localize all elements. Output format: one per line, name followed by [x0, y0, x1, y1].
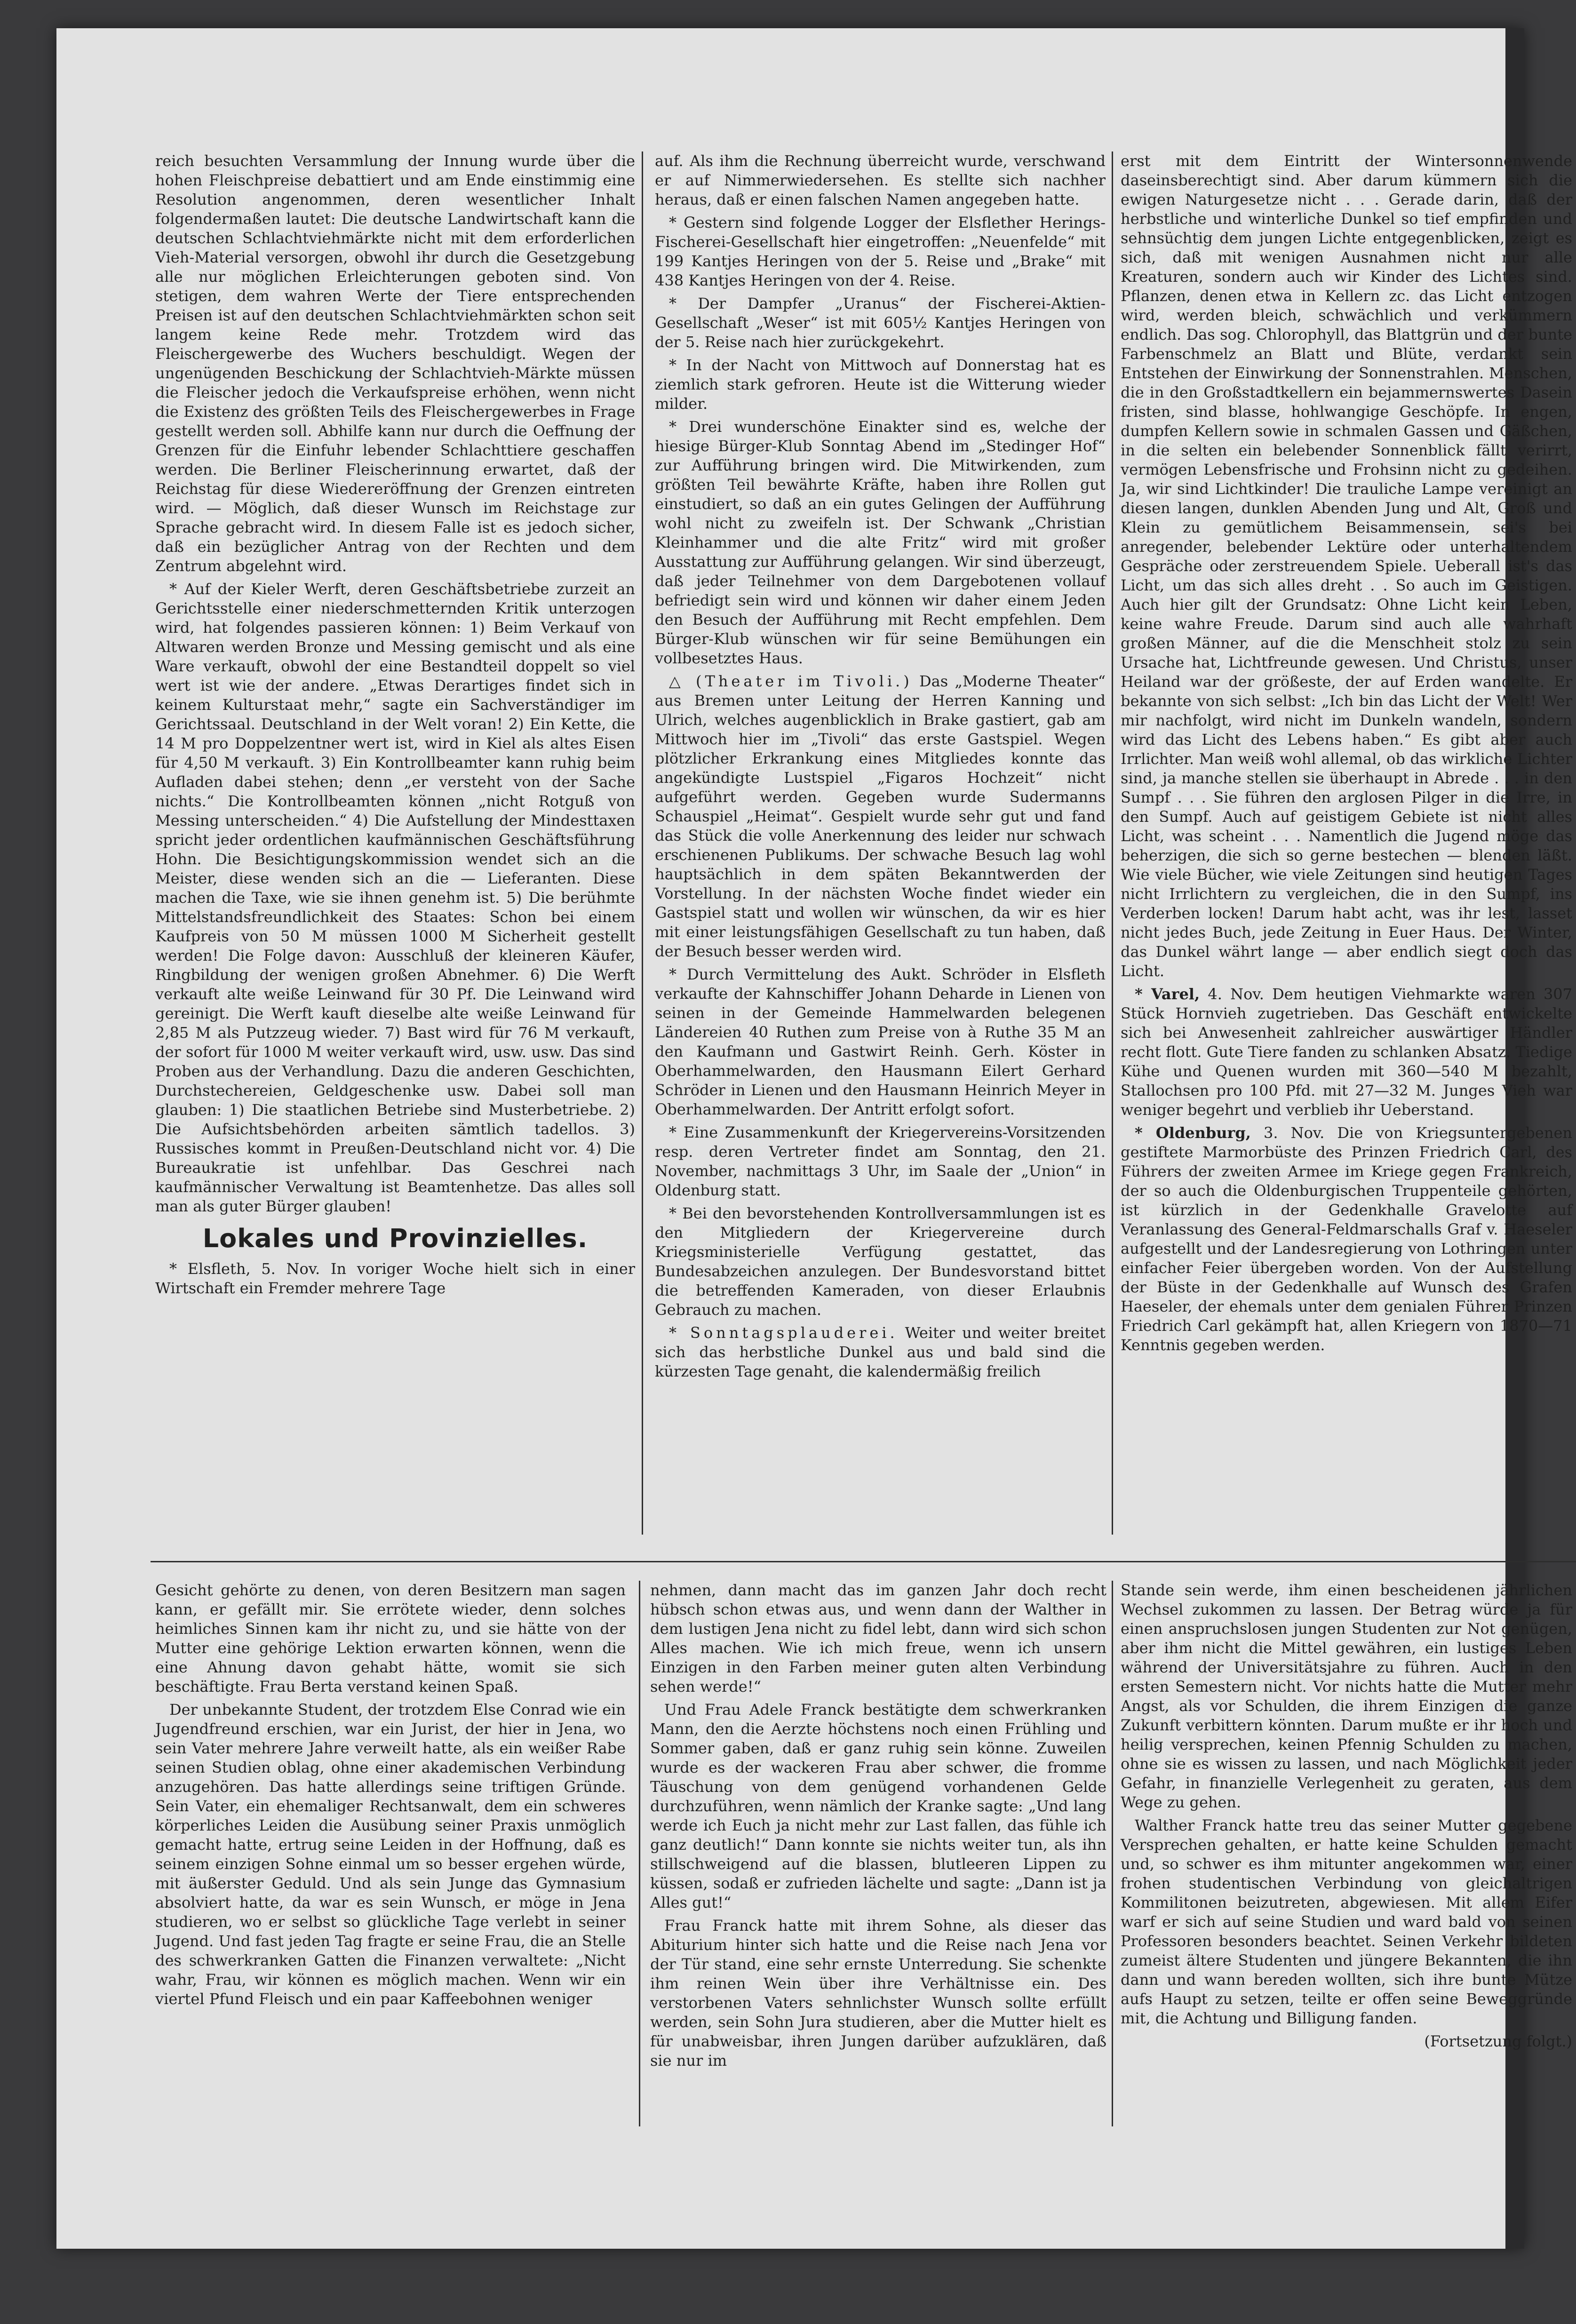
story-paragraph: nehmen, dann macht das im ganzen Jahr doch recht hübsch schon etwas aus, und wenn dann der Walther in dem lustigen Jena nicht zu fidel lebt, dann wird sich schon Alles machen. Wie ich mich freue, wenn ich unsern Einzigen in den Farben meiner guten alten Verbindung sehen werde!“	[650, 1581, 1106, 1695]
story-paragraph: Stande sein werde, ihm einen bescheidenen jährlichen Wechsel zukommen zu lassen. Der Betrag würde ja für einen anspruchslosen jungen Studenten zur Not genügen, aber ihm nicht die Mittel gewähren, ein lustiges Leben während der Universitätsjahre zu führen. Auch in den ersten Semestern nicht. Vor nichts hatte die Mutter mehr Angst, als vor Schulden, die ihrem Einzigen die ganze Zukunft verbittern könnten. Darum mußte er ihr hoch und heilig versprechen, keinen Pfennig Schulden zu machen, ohne sie es wissen zu lassen, und nach Möglichkeit jeder Gefahr, in finanzielle Verlegenheit zu geraten, aus dem Wege zu gehen.	[1121, 1581, 1572, 1811]
section-divider	[151, 1561, 1576, 1562]
story-paragraph: Walther Franck hatte treu das seiner Mutter gegebene Versprechen gehalten, er hatte keine Schulden gemacht und, so schwer es ihm mitunter angekommen war, einer frohen studentischen Verbindung von gleichaltrigen Kommilitonen beizutreten, abgewiesen. Mit allem Eifer warf er sich auf seine Studien und ward bald von seinen Professoren besonders beachtet. Seinen Verkehr bildeten zumeist ältere Studenten und jüngere Bekannten, die ihn dann und wann bereden wollten, sich ihre bunte Mütze aufs Haupt zu setzen, teilte er offen seine Beweggründe mit, die Achtung und Billigung fanden.	[1121, 1816, 1572, 2027]
story-paragraph: Der unbekannte Student, der trotzdem Else Conrad wie ein Jugendfreund erschien, war ein Jurist, der hier in Jena, wo sein Vater mehrere Jahre verweilt hatte, als ein weißer Rabe seinen Studien oblag, ohne einer akademischen Verbindung anzugehören. Das hatte allerdings seine triftigen Gründe. Sein Vater, ein ehemaliger Rechtsanwalt, dem ein schweres körperliches Leiden die Ausübung seiner Praxis unmöglich gemacht hatte, ertrug seine Leiden in der Hoffnung, daß es seinem einzigen Sohne einmal um so besser ergehen würde, mit äußerster Geduld. Und als sein Junge das Gymnasium absolviert hatte, da war es sein Wunsch, er möge in Jena studieren, wo er selbst so glückliche Tage verlebt in seiner Jugend. Und fast jeden Tag fragte er seine Frau, die an Stelle des schwerkranken Gatten die Finanzen verwaltete: „Nicht wahr, Frau, wir können es möglich machen. Wenn wir ein viertel Pfund Fleisch und ein paar Kaffeebohnen weniger	[155, 1701, 626, 2008]
article-body-oldenburg: 3. Nov. Die von Kriegsuntergebenen gestiftete Marmorbüste des Prinzen Friedrich Carl, des Führers der zweiten Armee im Kriege gegen Frankreich, der so auch die Oldenburgischen Truppenteile gehörten, ist kürzlich in der Gedenkhalle Gravelotte auf Veranlassung des General-Feldmarschalls Graf v. Haeseler aufgestellt und der Landesregierung von Lothringen unter einfacher Feier übergeben worden. Von der Aufstellung der Büste in der Gedenkhalle auf Wunsch des Grafen Haeseler, der ehemals unter dem genialen Führer Prinzen Friedrich Carl gekämpft hat, allen Kriegern von 1870—71 Kenntnis gegeben werden.	[1121, 1124, 1573, 1354]
article-steamer-uranus: * Der Dampfer „Uranus“ der Fischerei-Aktien-Gesellschaft „Weser“ ist mit 605½ Kantjes Heringen von der 5. Reise nach hier zurückgekehrt.	[655, 294, 1106, 351]
article-buerger-klub: * Drei wunderschöne Einakter sind es, welche der hiesige Bürger-Klub Sonntag Abend im „Stedinger Hof“ zur Aufführung bringen wird. Die Mitwirkenden, zum größten Teil bewährte Kräfte, haben ihre Rollen gut einstudiert, so daß an ein gutes Gelingen der Aufführung wohl nicht zu zweifeln ist. Der Schwank „Christian Kleinhammer und die alte Fritz“ wird mit großer Ausstattung zur Aufführung gelangen. Wir sind überzeugt, daß jeder Teilnehmer von dem Dargebotenen vollauf befriedigt sein wird und können wir daher einem Jeden den Besuch der Aufführung mit Recht empfehlen. Dem Bürger-Klub wünschen wir für seine Bemühungen ein vollbesetztes Haus.	[655, 418, 1106, 667]
newspaper-page	[56, 28, 1573, 2249]
article-sunday-chat-continued: erst mit dem Eintritt der Wintersonnenwende daseinsberechtigt sind. Aber darum kümmern sich die ewigen Naturgesetze nicht . . . Gerade darin, daß der herbstliche und winterliche Dunkel so tief empfinden und sehnsüchtig dem jungen Lichte entgegenblicken, zeigt es sich, daß mit wenigen Ausnahmen nicht nur alle Kreaturen, sondern auch wir Kinder des Lichtes sind. Pflanzen, denen etwa in Kellern zc. das Licht entzogen wird, werden bleich, schwächlich und verkümmern endlich. Das sog. Chlorophyll, das Blattgrün und der bunte Farbenschmelz an Blatt und Blüte, verdankt sein Entstehen der Einwirkung der Sonnenstrahlen. Menschen, die in den Großstadtkellern ein bejammernswertes Dasein fristen, sind blasse, hohlwangige Geschöpfe. In engen, dumpfen Kellern sowie in schmalen Gassen und Gäßchen, in die selten ein belebender Sonnenblick fällt verirrt, vermögen Lebensfrische und Frohsinn nicht zu gedeihen. Ja, wir sind Lichtkinder! Die trauliche Lampe vereinigt an diesen langen, dunklen Abenden Jung und Alt, Groß und Klein zu gemütlichem Beisammensein, sei's bei anregender, belebender Lektüre oder unterhaltendem Gespräche oder zerstreuendem Spiele. Ueberall ist's das Licht, um das sich alles dreht . . So auch im Geistigen. Auch hier gilt der Grundsatz: Ohne Licht kein Leben, keine wahre Freude. Darum sind auch alle wahrhaft großen Männer, auf die die Menschheit stolz zu sein Ursache hat, Lichtfreunde gewesen. Und Christus, unser Heiland war der größeste, der auf Erden wandelte. Er bekannte von sich selbst: „Ich bin das Licht der Welt! Wer mir nachfolgt, wird nicht im Dunkeln wandeln, sondern wird das Licht des Lebens haben.“ Es gibt aber auch Irrlichter. Man weiß wohl allemal, ob das wirkliche Lichter sind, ja manche stellen sie überhaupt in Abrede . . . in den Sumpf . . . Sie führen den arglosen Pilger in die Irre, in den Sumpf. Auch auf geistigem Gebiete ist nicht alles Licht, was scheint . . . Namentlich die Jugend möge das beherzigen, die sich so gerne bestechen — blenden läßt. Wie viele Bücher, wie viele Zeitungen sind heutigen Tages nicht Irrlichtern zu vergleichen, die in den Sumpf, ins Verderben locken! Darum habt acht, was ihr lest, lasset nicht jedes Buch, jede Zeitung in Euer Haus. Der Winter, das Dunkel währt lange — aber endlich siegt doch das Licht.	[1121, 152, 1572, 980]
article-sunday-chat	[655, 1323, 1106, 1381]
article-control-assemblies: * Bei den bevorstehenden Kontrollversammlungen ist es den Mitgliedern der Kriegervereine durch Kriegsministerielle Verfügung gestattet, das Bundesabzeichen anzulegen. Der Bundesvorstand bittet die betreffenden Kameraden, von dieser Erlaubnis Gebrauch zu machen.	[655, 1204, 1106, 1319]
column-rule	[642, 151, 643, 1535]
article-oldenburg-bust	[1121, 1123, 1572, 1355]
feuilleton-column-3	[1121, 1581, 1572, 2324]
to-be-continued: (Fortsetzung folgt.)	[1424, 2032, 1572, 2050]
column-rule	[1112, 151, 1113, 1535]
article-veterans-meeting: * Eine Zusammenkunft der Kriegervereins-Vorsitzenden resp. deren Vertreter findet am Sonntag, den 21. November, nachmittags 3 Uhr, im Saale der „Union“ in Oldenburg statt.	[655, 1123, 1106, 1199]
top-column-1	[155, 151, 635, 1544]
article-land-sale: * Durch Vermittelung des Aukt. Schröder in Elsfleth verkaufte der Kahnschiffer Johann Deharde in Lienen von seinen in der Gemeinde Hammelwarden belegenen Ländereien 40 Ruthen zum Preise von à Ruthe 35 M an den Kaufmann und Gastwirt Reinh. Gerh. Köster in Oberhammelwarden, den Hausmann Eilert Gerhard Schröder in Lienen und den Hausmann Heinrich Meyer in Oberhammelwarden. Der Antritt erfolgt sofort.	[655, 965, 1106, 1118]
column-rule	[639, 1581, 640, 2126]
story-paragraph: Und Frau Adele Franck bestätigte dem schwerkranken Mann, den die Aerzte höchstens noch einen Frühling und Sommer gaben, daß er ganz ruhig sein könne. Zuweilen wurde es der wackeren Frau aber schwer, die fromme Täuschung von dem genügend vorhandenen Gelde durchzuführen, wenn nämlich der Kranke sagte: „Und lang werde ich Euch ja nicht mehr zur Last fallen, das fühle ich ganz deutlich!“ Dann konnte sie nichts weiter tun, als ihn stillschweigend auf die blassen, blutleeren Lippen zu küssen, sodaß er zufrieden lächelte und sagte: „Dann ist ja Alles gut!“	[650, 1701, 1106, 1911]
feuilleton-column-1	[155, 1581, 626, 2324]
article-lead-sunday-chat: * Sonntagsplauderei.	[669, 1324, 898, 1342]
story-paragraph: Frau Franck hatte mit ihrem Sohne, als dieser das Abiturium hinter sich hatte und die Reise nach Jena vor der Tür stand, eine sehr ernste Unterredung. Sie schenkte ihm reinen Wein über ihre Verhältnisse ein. Des verstorbenen Vaters sehnlichster Wunsch sollte erfüllt werden, sein Sohn Jura studieren, aber die Mutter hielt es für unabweisbar, ihren Jungen darüber aufzuklären, daß sie nur im	[650, 1917, 1106, 2069]
top-column-2	[655, 151, 1106, 1544]
article-frost: * In der Nacht von Mittwoch auf Donnerstag hat es ziemlich stark gefroren. Heute ist die Witterung wieder milder.	[655, 356, 1106, 413]
article-varel-market	[1121, 985, 1572, 1120]
article-meat-prices: reich besuchten Versammlung der Innung wurde über die hohen Fleischpreise debattiert und am Ende einstimmig eine Resolution angenommen, deren wesentlicher Inhalt folgendermaßen lautet: Die deutsche Landwirtschaft kann die deutschen Schlachtviehmärkte nicht mit dem erforderlichen Vieh-Material versorgen, obwohl ihr durch die Gesetzgebung alle nur möglichen Erleichterungen geboten sind. Von stetigen, dem wahren Werte der Tiere entsprechenden Preisen ist auf den deutschen Schlachtviehmärkten schon seit langem keine Rede mehr. Trotzdem wird das Fleischergewerbe des Wuchers beschuldigt. Wegen der ungenügenden Beschickung der Schlachtvieh-Märkte müssen die Fleischer jedoch die Verkaufspreise erhöhen, wenn nicht die Existenz des größten Teils des Fleischergewerbes in Frage gestellt werden soll. Abhilfe kann nur durch die Oeffnung der Grenzen für die Einfuhr lebender Schlachttiere geschaffen werden. Die Berliner Fleischerinnung erwartet, daß der Reichstag für diese Wiedereröffnung der Grenzen eintreten wird. — Möglich, daß dieser Wunsch im Reichstage zur Sprache gebracht wird. In diesem Falle ist es jedoch sicher, daß ein bezüglicher Antrag von der Rechten und dem Zentrum abgelehnt wird.	[155, 152, 635, 575]
column-rule	[1112, 1581, 1113, 2126]
article-elsfleth-continued: auf. Als ihm die Rechnung überreicht wurde, verschwand er auf Nimmerwiedersehen. Es stellte sich nachher heraus, daß er einen falschen Namen angegeben hatte.	[655, 152, 1106, 208]
article-lead-oldenburg: * Oldenburg,	[1135, 1124, 1251, 1142]
article-lead-theater: △ (Theater im Tivoli.)	[669, 672, 913, 690]
article-body-sunday-chat: Weiter und weiter breitet sich das herbstliche Dunkel aus und bald sind die kürzesten Tage genaht, die kalendermäßig freilich	[655, 1324, 1106, 1380]
article-elsfleth-stranger: * Elsfleth, 5. Nov. In voriger Woche hielt sich in einer Wirtschaft ein Fremder mehrere Tage	[155, 1260, 635, 1297]
article-kiel-shipyard: * Auf der Kieler Werft, deren Geschäftsbetriebe zurzeit an Gerichtsstelle einer niederschmetternden Kritik unterzogen wird, hat folgendes passieren können: 1) Beim Verkauf von Altwaren werden Bronze und Messing gemischt und als eine Ware verkauft, obwohl der eine Bestandteil doppelt so viel wert ist wie der andere. „Etwas Derartiges findet sich in keinem Kulturstaat mehr,“ sagte ein Sachverständiger im Gerichtssaal. Deutschland in der Welt voran! 2) Ein Kette, die 14 M pro Doppelzentner wert ist, wird in Kiel als altes Eisen für 4,50 M verkauft. 3) Ein Kontrollbeamter kann ruhig beim Aufladen dabei stehen; denn „er versteht von der Sache nichts.“ Die Kontrollbeamten können „nicht Rotguß von Messing unterscheiden.“ 4) Die Aufstellung der Mindesttaxen spricht jeder ordentlichen kaufmännischen Geschäftsführung Hohn. Die Besichtigungskommission wendet sich an die Meister, diese wenden sich an die — Lieferanten. Diese machen die Taxe, wie sie ihnen genehm ist. 5) Die berühmte Mittelstandsfreundlichkeit des Staates: Schon bei einem Kaufpreis von 50 M müssen 1000 M Sicherheit gestellt werden! Die Folge davon: Ausschluß der kleineren Käufer, Ringbildung der wenigen großen Abnehmer. 6) Die Werft verkauft alte weiße Leinwand für 30 Pf. Die Leinwand wird gereinigt. Die Werft kauft dieselbe alte weiße Leinwand für 2,85 M als Putzzeug wieder. 7) Bast wird für 76 M verkauft, der sofort für 1000 M weiter verkauft wird, usw. usw. Das sind Proben aus der Verhandlung. Dazu die anderen Geschichten, Durchstechereien, Geldgeschenke usw. Dabei soll man glauben: 1) Die staatlichen Betriebe sind Musterbetriebe. 2) Die Aufsichtsbehörden arbeiten sämtlich tadellos. 3) Russisches kommt in Preußen-Deutschland nicht vor. 4) Die Bureaukratie ist unfehlbar. Das Geschrei nach kaufmännischer Verwaltung ist Beamtenhetze. Das alles soll man als guter Bürger glauben!	[155, 580, 635, 1215]
top-column-3	[1121, 151, 1572, 1544]
feuilleton-column-2	[650, 1581, 1106, 2324]
article-body-varel: 4. Nov. Dem heutigen Viehmarkte waren 307 Stück Hornvieh zugetrieben. Das Geschäft entwickelte sich bei Anwesenheit zahlreicher auswärtiger Händler recht flott. Gute Tiere fanden zu schlanken Absatz. Tiedige Kühe und Quenen wurden mit 360—540 M bezahlt, Stallochsen pro 100 Pfd. mit 27—32 M. Junges Vieh war weniger begehrt und verblieb ihr Ueberstand.	[1121, 985, 1573, 1119]
section-heading-local-news: Lokales und Provinzielles.	[202, 1224, 588, 1253]
article-lead-varel: * Varel,	[1135, 985, 1200, 1003]
article-theater-tivoli	[655, 672, 1106, 961]
story-paragraph: Gesicht gehörte zu denen, von deren Besitzern man sagen kann, er gefällt mir. Sie errötete wieder, denn solches heimliches Sinnen kam ihr nicht zu, und sie hätte von der Mutter eine gehörige Lektion erwarten können, wenn die eine Ahnung davon gehabt hätte, womit sie sich beschäftigte. Frau Berta verstand keinen Spaß.	[155, 1581, 626, 1695]
article-herring-loggers: * Gestern sind folgende Logger der Elsflether Herings-Fischerei-Gesellschaft hier eingetroffen: „Neuenfelde“ mit 199 Kantjes Heringen von der 5. Reise und „Brake“ mit 438 Kantjes Heringen von der 4. Reise.	[655, 214, 1106, 289]
article-body-theater: Das „Moderne Theater“ aus Bremen unter Leitung der Herren Kanning und Ulrich, welches augenblicklich in Brake gastiert, gab am Mittwoch hier im „Tivoli“ das erste Gastspiel. Wegen plötzlicher Erkrankung eines Mitgliedes konnte das angekündigte Lustspiel „Figaros Hochzeit“ nicht aufgeführt werden. Gegeben wurde Sudermanns Schauspiel „Heimat“. Gespielt wurde sehr gut und fand das Stück die volle Anerkennung des leider nur schwach erschienenen Publikums. Der schwache Besuch lag wohl hauptsächlich in dem späten Bekanntwerden der Vorstellung. In der nächsten Woche findet wieder ein Gastspiel statt und wollen wir wünschen, da wir es hier mit einer leistungsfähigen Gesellschaft zu tun haben, daß der Besuch besser werden wird.	[655, 672, 1106, 960]
